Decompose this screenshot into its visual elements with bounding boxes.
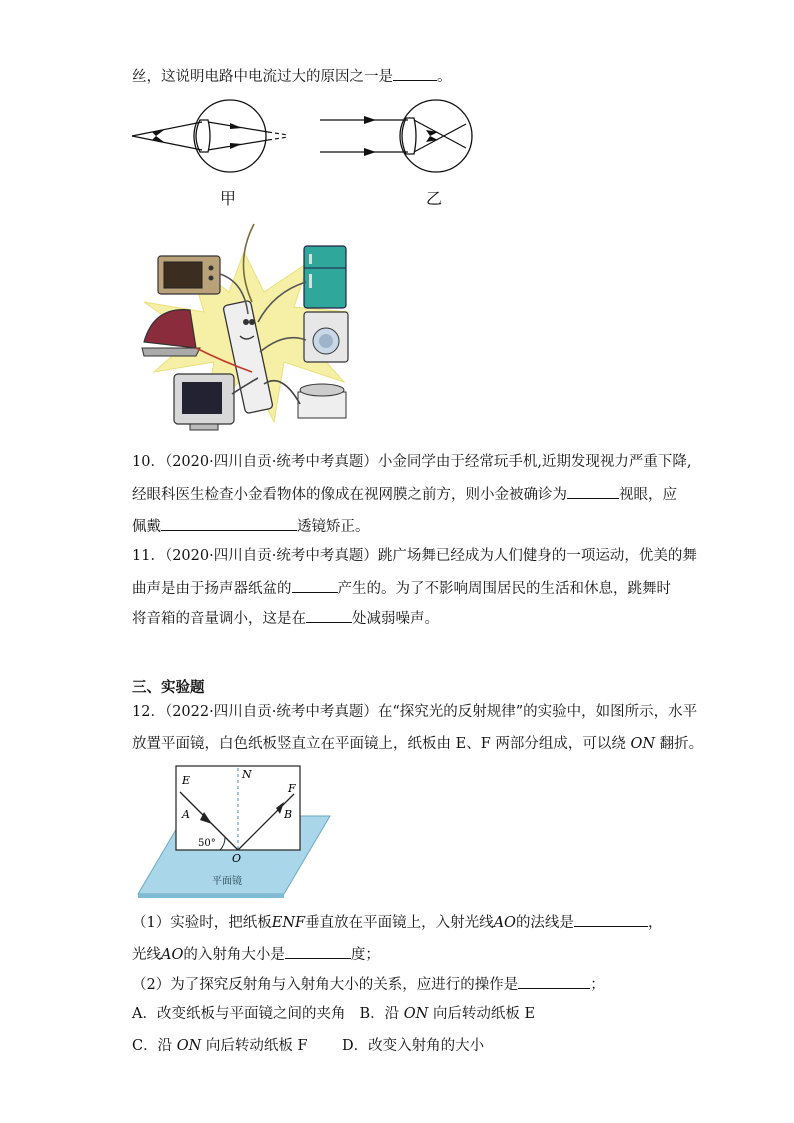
label-o: O <box>232 852 242 865</box>
q12-sub1-2-text-a: 光线 <box>132 947 161 963</box>
q12-sub1-text-f: ， <box>647 915 663 931</box>
eye-diagram-jia <box>130 98 300 178</box>
q12-sub1-line1 <box>132 912 662 933</box>
option-d[interactable]: D．改变入射角的大小 <box>342 1038 485 1054</box>
q12-sub1-2-text-c: 的入射角大小是 <box>183 947 285 963</box>
label-n: N <box>242 768 252 781</box>
label-angle: 50° <box>198 838 216 849</box>
figure-label-yi: 乙 <box>426 189 443 208</box>
q12-options-row2 <box>132 1036 484 1056</box>
q12-options-row1 <box>132 1004 535 1024</box>
q12-sub1-text-a: （1）实验时，把纸板 <box>132 915 272 931</box>
iron-icon <box>142 310 200 356</box>
option-c[interactable] <box>132 1036 342 1056</box>
label-f: F <box>288 782 296 795</box>
answer-blank[interactable] <box>292 578 338 593</box>
microwave-icon <box>158 256 220 294</box>
q10-line3-text-a: 佩戴 <box>132 519 161 535</box>
q12-sub1-text-e: 的法线是 <box>515 915 574 931</box>
q12-sub1-2-text-d: 度； <box>350 947 380 963</box>
q11-line3 <box>132 608 439 629</box>
label-b: B <box>284 808 293 821</box>
q12-line1-text: 12．（2022·四川自贡·统考中考真题）在“探究光的反射规律”的实验中，如图所示，水平 <box>132 704 698 720</box>
option-b-text-on: ON <box>403 1006 429 1022</box>
pressure-cooker-icon <box>298 384 346 418</box>
answer-blank[interactable] <box>306 608 352 623</box>
option-b[interactable] <box>359 1006 535 1022</box>
q11-line2-text-a: 曲声是由于扬声器纸盆的 <box>132 581 292 597</box>
figure-label-jia: 甲 <box>220 189 237 208</box>
q11-line1-text: 11．（2020·四川自贡·统考中考真题）跳广场舞已经成为人们健身的一项运动，优美的舞 <box>132 548 697 564</box>
label-e: E <box>182 774 191 787</box>
answer-blank[interactable] <box>393 66 437 81</box>
q12-sub1-2-text-ao: AO <box>161 947 184 963</box>
q11-line2-text-b: 产生的。为了不影响周围居民的生活和休息，跳舞时 <box>337 581 671 597</box>
overloaded-socket-illustration <box>134 222 374 440</box>
option-c-text-on: ON <box>176 1038 202 1054</box>
q12-sub1-line2 <box>132 944 380 965</box>
q12-sub2-text-a: （2）为了探究反射角与入射角大小的关系，应进行的操作是 <box>132 977 519 993</box>
q12-line2-text-on: ON <box>630 736 656 752</box>
q10-line3-text-b: 透镜矫正。 <box>297 519 370 535</box>
answer-blank[interactable] <box>161 516 297 531</box>
q12-sub2-line <box>132 974 605 995</box>
television-icon <box>174 374 234 430</box>
q11-line3-text-a: 将音箱的音量调小，这是在 <box>132 611 306 627</box>
option-b-text-c: 向后转动纸板 E <box>432 1006 536 1022</box>
q12-sub1-text-ao: AO <box>493 915 516 931</box>
answer-blank[interactable] <box>518 974 590 989</box>
q12-line1 <box>132 702 697 722</box>
q10-line3 <box>132 516 370 537</box>
q9-tail-line <box>132 66 452 87</box>
eye-diagram-yi <box>318 96 478 178</box>
q12-sub1-text-enf: ENF <box>271 915 306 931</box>
option-a[interactable]: A．改变纸板与平面镜之间的夹角 <box>132 1006 346 1022</box>
q10-line2 <box>132 484 677 505</box>
refrigerator-icon <box>304 246 346 308</box>
q12-sub2-text-b: ； <box>590 977 605 993</box>
washing-machine-icon <box>304 312 348 362</box>
q9-tail-end: 。 <box>437 69 452 85</box>
q11-line1 <box>132 546 697 566</box>
answer-blank[interactable] <box>574 912 648 927</box>
q12-sub1-text-c: 垂直放在平面镜上，入射光线 <box>305 915 494 931</box>
q11-line3-text-b: 处减弱噪声。 <box>352 611 439 627</box>
q12-line2 <box>132 734 703 754</box>
answer-blank[interactable] <box>567 484 619 499</box>
q10-line1-text: 10．（2020·四川自贡·统考中考真题）小金同学由于经常玩手机,近期发现视力严重下降, <box>132 454 692 470</box>
answer-blank[interactable] <box>285 944 351 959</box>
option-c-text-a: C．沿 <box>132 1038 173 1054</box>
label-mirror: 平面镜 <box>212 876 242 887</box>
label-a: A <box>182 808 190 821</box>
option-c-text-c: 向后转动纸板 F <box>205 1038 308 1054</box>
q9-tail-text: 丝，这说明电路中电流过大的原因之一是 <box>132 69 393 85</box>
section-title: 三、实验题 <box>132 680 205 696</box>
q11-line2 <box>132 578 671 599</box>
q12-line2-text-c: 翻折。 <box>659 736 704 752</box>
reflection-experiment-figure <box>134 764 334 898</box>
q10-line2-text-a: 经眼科医生检查小金看物体的像成在视网膜之前方，则小金被确诊为 <box>132 487 567 503</box>
q10-line1 <box>132 452 692 472</box>
q12-line2-text-a: 放置平面镜，白色纸板竖直立在平面镜上，纸板由 E、F 两部分组成，可以绕 <box>132 736 626 752</box>
option-b-text-a: B．沿 <box>359 1006 400 1022</box>
q10-line2-text-b: 视眼，应 <box>619 487 677 503</box>
